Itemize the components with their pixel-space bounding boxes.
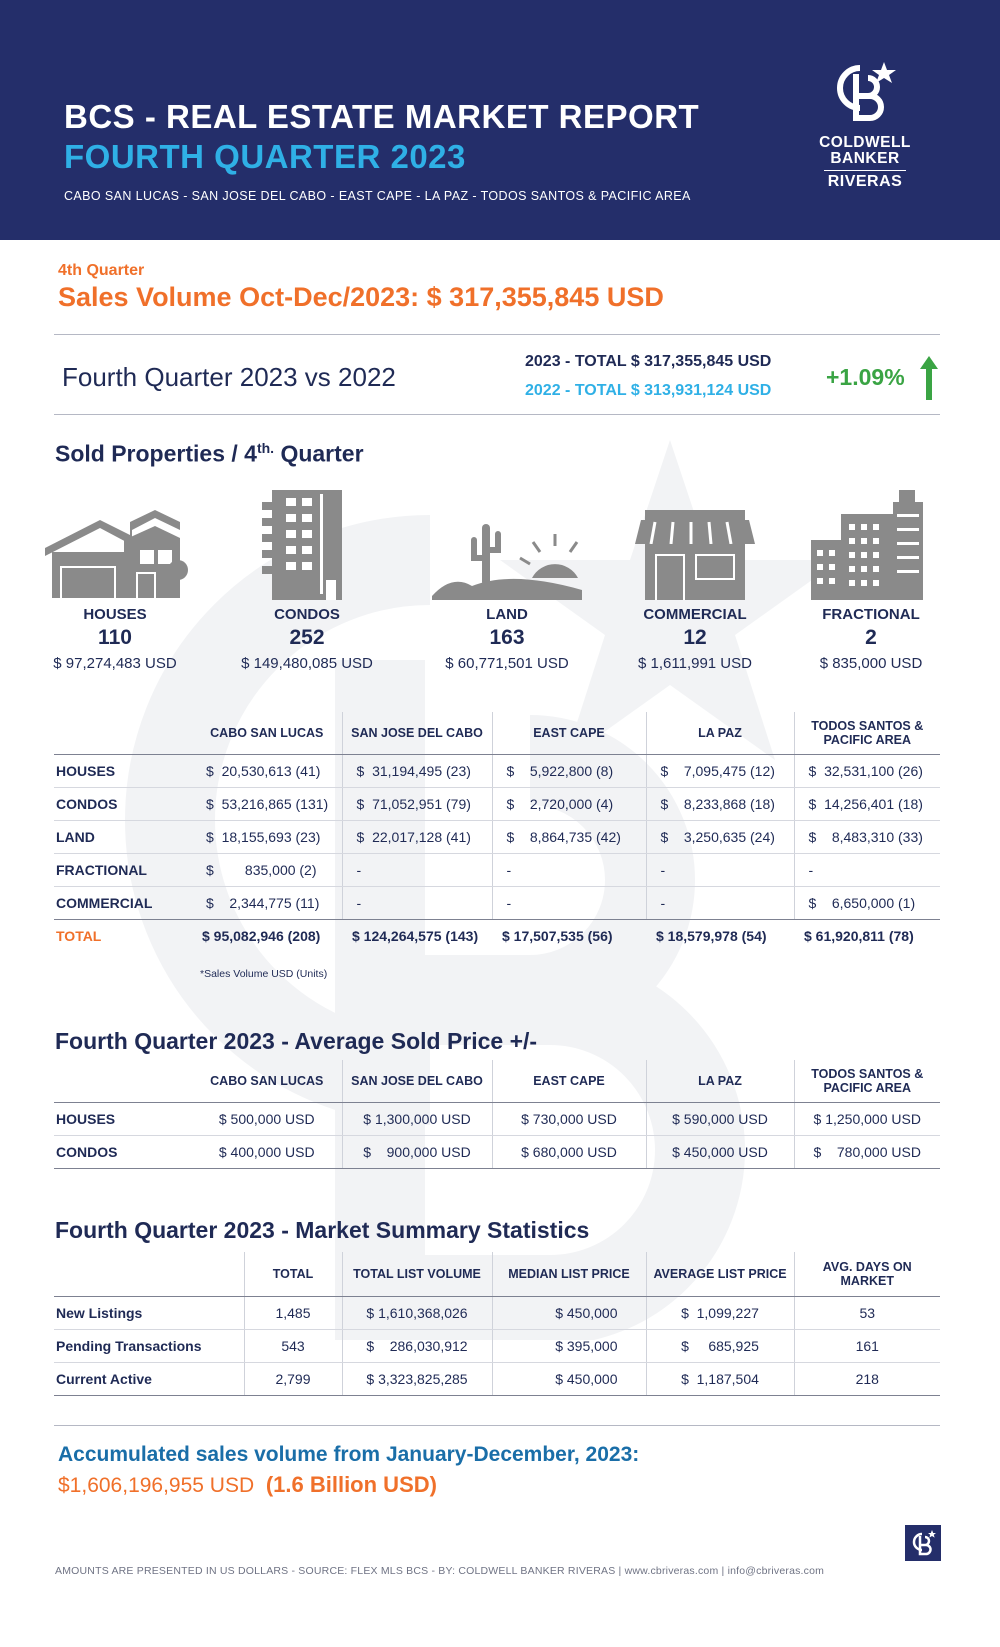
property-count: 110 [98,626,132,649]
property-volume: $ 60,771,501 USD [445,655,569,672]
table-cell: $ 1,250,000 USD [794,1102,940,1135]
col-header: TODOS SANTOS & PACIFIC AREA [794,712,940,754]
table-cell: $ 730,000 USD [492,1102,646,1135]
house-icon [40,500,190,600]
col-header: EAST CAPE [492,1060,646,1102]
property-name: FRACTIONAL [822,606,920,623]
table-cell: $ 6,650,000 (1) [794,886,940,919]
table-cell: $ 835,000 (2) [192,853,342,886]
sold-title-sup: th. [256,440,275,456]
table-cell: - [794,853,940,886]
table-cell: $ 450,000 [492,1362,646,1395]
row-label: New Listings [54,1296,244,1329]
logo-text-banker: BANKER [830,150,900,167]
table-cell: 543 [244,1329,342,1362]
table-cell: $ 20,530,613 (41) [192,754,342,787]
property-volume: $ 1,611,991 USD [638,655,752,672]
table-cell: 1,485 [244,1296,342,1329]
cb-star-logo-icon [830,60,900,126]
total-cell: $ 61,920,811 (78) [804,927,914,944]
sold-title-end: Quarter [274,440,364,467]
table-cell: - [492,853,646,886]
property-count: 163 [489,626,525,649]
table-cell: $ 400,000 USD [192,1135,342,1168]
table-cell: $ 53,216,865 (131) [192,787,342,820]
table-header-row [54,1060,940,1102]
table-cell: 161 [794,1329,940,1362]
table-header-row [54,712,940,754]
logo-text-riveras: RIVERAS [824,170,906,190]
footer-source: AMOUNTS ARE PRESENTED IN US DOLLARS - SOURCE: FLEX MLS BCS - BY: COLDWELL BANKER RIVERAS | www.cbriveras.com | info@cbriveras.com [55,1565,825,1577]
comparison-title: Fourth Quarter 2023 vs 2022 [62,362,396,392]
table-cell: $ 685,925 [646,1329,794,1362]
table-cell: $ 680,000 USD [492,1135,646,1168]
table-cell: - [646,886,794,919]
change-percentage: +1.09% [826,364,905,390]
table-row [54,1102,940,1135]
divider [54,1425,940,1426]
table-cell: $ 3,323,825,285 [342,1362,492,1395]
table-cell: $ 18,155,693 (23) [192,820,342,853]
col-header: AVG. DAYS ON MARKET [794,1252,940,1296]
table-cell: - [646,853,794,886]
total-label: TOTAL [56,927,102,944]
table-row [54,853,940,886]
table-cell: $ 2,344,775 (11) [192,886,342,919]
table-cell: 2,799 [244,1362,342,1395]
report-title: BCS - REAL ESTATE MARKET REPORT [64,98,700,135]
property-name: COMMERCIAL [643,606,747,623]
condo-building-icon [262,490,352,600]
table-cell: $ 5,922,800 (8) [492,754,646,787]
row-label: FRACTIONAL [54,853,192,886]
col-header: CABO SAN LUCAS [192,1060,342,1102]
total-cell: $ 17,507,535 (56) [502,927,613,944]
property-count: 2 [865,626,877,649]
table-row [54,1362,940,1395]
divider [54,334,940,335]
table-cell: $ 31,194,495 (23) [342,754,492,787]
tower-buildings-icon [811,490,931,600]
row-label: COMMERCIAL [54,886,192,919]
col-header: TOTAL LIST VOLUME [342,1252,492,1296]
accumulated-label: Accumulated sales volume from January-December, 2023: [58,1443,640,1466]
property-name: CONDOS [274,606,340,623]
table-row [54,787,940,820]
table-header-row [54,1252,940,1296]
total-2023: 2023 - TOTAL $ 317,355,845 USD [525,353,772,370]
table-cell: $ 286,030,912 [342,1329,492,1362]
table-row [54,1135,940,1168]
total-cell: $ 124,264,575 (143) [352,927,479,944]
table-row [54,754,940,787]
col-header: TODOS SANTOS & PACIFIC AREA [794,1060,940,1102]
col-header: LA PAZ [646,1060,794,1102]
logo-text-coldwell: COLDWELL [819,134,911,151]
report-header [0,0,1000,240]
table-row [54,886,940,919]
total-row [54,919,940,952]
table-cell: $ 8,233,868 (18) [646,787,794,820]
property-houses [40,490,190,672]
table-cell: $ 780,000 USD [794,1135,940,1168]
table-cell: - [342,853,492,886]
col-header: MEDIAN LIST PRICE [492,1252,646,1296]
table-cell: $ 32,531,100 (26) [794,754,940,787]
divider [54,414,940,415]
col-header: AVERAGE LIST PRICE [646,1252,794,1296]
table-cell: $ 8,483,310 (33) [794,820,940,853]
market-summary-title: Fourth Quarter 2023 - Market Summary Statistics [55,1217,590,1243]
avg-price-table [54,1060,940,1169]
table-cell: - [492,886,646,919]
property-fractional [796,490,946,672]
table-cell: $ 8,864,735 (42) [492,820,646,853]
total-cell: $ 18,579,978 (54) [656,927,767,944]
table-cell: $ 2,720,000 (4) [492,787,646,820]
table-footnote: *Sales Volume USD (Units) [200,968,328,980]
row-label: HOUSES [54,754,192,787]
row-label: LAND [54,820,192,853]
property-name: LAND [486,606,528,623]
property-land [432,490,582,672]
property-volume: $ 97,274,483 USD [53,655,177,672]
property-condos [232,490,382,672]
table-cell: $ 500,000 USD [192,1102,342,1135]
row-label: CONDOS [54,787,192,820]
property-count: 12 [683,626,707,649]
table-cell: $ 14,256,401 (18) [794,787,940,820]
col-header: SAN JOSE DEL CABO [342,1060,492,1102]
col-header: EAST CAPE [492,712,646,754]
table-cell: $ 1,610,368,026 [342,1296,492,1329]
table-cell: $ 1,099,227 [646,1296,794,1329]
total-2022: 2022 - TOTAL $ 313,931,124 USD [525,382,772,399]
row-label: HOUSES [54,1102,192,1135]
storefront-icon [635,510,755,600]
quarter-label: 4th Quarter [58,262,145,279]
market-summary-table [54,1252,940,1396]
table-cell: $ 22,017,128 (41) [342,820,492,853]
sales-volume-headline: Sales Volume Oct-Dec/2023: $ 317,355,845 USD [58,282,664,312]
table-cell: $ 7,095,475 (12) [646,754,794,787]
table-cell: - [342,886,492,919]
sales-by-area-table [54,712,940,952]
table-cell: 53 [794,1296,940,1329]
report-locations: CABO SAN LUCAS - SAN JOSE DEL CABO - EAST CAPE - LA PAZ - TODOS SANTOS & PACIFIC AREA [64,189,691,203]
property-commercial [620,490,770,672]
land-cactus-icon [432,520,582,600]
cb-footer-logo-icon [905,1525,941,1561]
up-arrow-icon [920,356,938,400]
property-name: HOUSES [83,606,147,623]
row-label: Pending Transactions [54,1329,244,1362]
property-volume: $ 149,480,085 USD [241,655,373,672]
table-row [54,1329,940,1362]
property-count: 252 [289,626,325,649]
property-volume: $ 835,000 USD [819,655,923,672]
table-cell: 218 [794,1362,940,1395]
table-cell: $ 450,000 [492,1296,646,1329]
col-header: SAN JOSE DEL CABO [342,712,492,754]
sold-title-text: Sold Properties / 4 [55,440,257,467]
table-cell: $ 71,052,951 (79) [342,787,492,820]
col-header: LA PAZ [646,712,794,754]
report-subtitle: FOURTH QUARTER 2023 [64,138,466,175]
accumulated-amount: $1,606,196,955 USD [58,1474,255,1497]
table-row [54,1296,940,1329]
table-cell: $ 450,000 USD [646,1135,794,1168]
col-header: CABO SAN LUCAS [192,712,342,754]
table-row [54,820,940,853]
table-cell: $ 395,000 [492,1329,646,1362]
table-cell: $ 590,000 USD [646,1102,794,1135]
accumulated-amount-line [58,1472,437,1498]
sold-properties-title [55,440,364,468]
table-cell: $ 1,187,504 [646,1362,794,1395]
avg-price-title: Fourth Quarter 2023 - Average Sold Price +/- [55,1028,538,1054]
row-label: CONDOS [54,1135,192,1168]
total-cell: $ 95,082,946 (208) [202,927,321,944]
coldwell-banker-logo [810,60,920,190]
table-cell: $ 1,300,000 USD [342,1102,492,1135]
accumulated-billion: (1.6 Billion USD) [265,1472,437,1497]
col-header: TOTAL [244,1252,342,1296]
table-cell: $ 3,250,635 (24) [646,820,794,853]
table-cell: $ 900,000 USD [342,1135,492,1168]
row-label: Current Active [54,1362,244,1395]
